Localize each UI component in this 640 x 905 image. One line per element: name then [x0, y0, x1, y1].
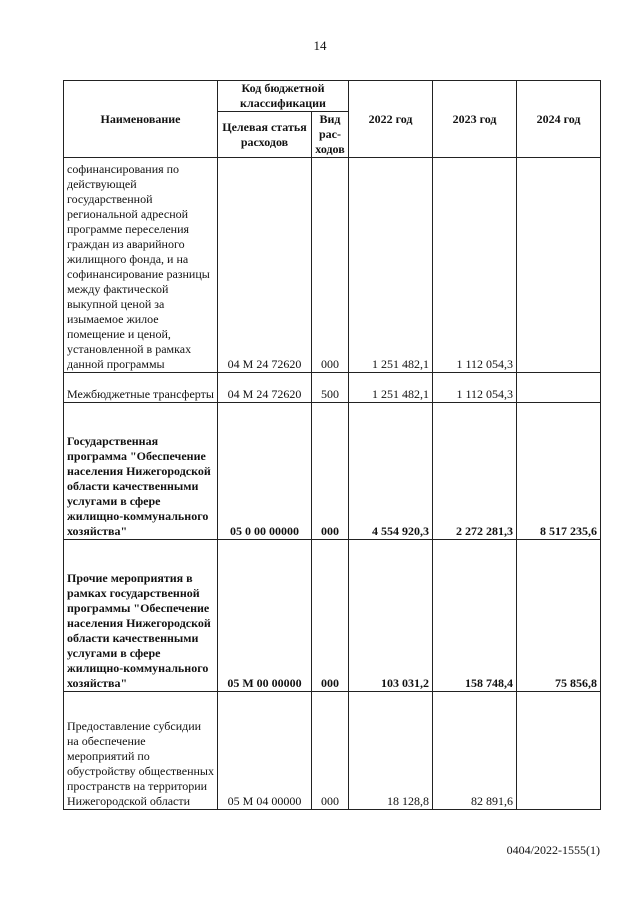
page-number: 14 [313, 38, 327, 53]
row-2023: 158 748,4 [433, 540, 517, 692]
row-expense-type: 000 [312, 403, 349, 540]
row-target-article: 04 М 24 72620 [218, 158, 312, 373]
row-name: софинансирования по действующей государственной региональной адресной программе переселения граждан из аварийного жилищного фонда, и на софинансирование разницы между фактической выкупной ценой за изымаемое жилое помещение и ценой, установленной в рамках данной программы [64, 158, 218, 373]
header-2024: 2024 год [517, 81, 601, 158]
row-target-article: 05 М 00 00000 [218, 540, 312, 692]
table-row [64, 373, 601, 403]
row-name: Межбюджетные трансферты [64, 373, 218, 403]
row-expense-type: 000 [312, 158, 349, 373]
row-2023: 2 272 281,3 [433, 403, 517, 540]
table-row [64, 403, 601, 540]
table-row [64, 692, 601, 810]
table-row [64, 158, 601, 373]
row-2022: 1 251 482,1 [349, 373, 433, 403]
row-2022: 103 031,2 [349, 540, 433, 692]
row-2024 [517, 373, 601, 403]
row-2024: 8 517 235,6 [517, 403, 601, 540]
header-2022: 2022 год [349, 81, 433, 158]
row-2022: 1 251 482,1 [349, 158, 433, 373]
row-expense-type: 500 [312, 373, 349, 403]
row-2022: 18 128,8 [349, 692, 433, 810]
header-name: Наименование [64, 81, 218, 158]
row-name: Прочие мероприятия в рамках государственной программы "Обеспечение населения Нижегородской области качественными услугами в сфере жилищно-коммунального хозяйства" [64, 540, 218, 692]
budget-table [63, 80, 601, 810]
row-2022: 4 554 920,3 [349, 403, 433, 540]
header-2023: 2023 год [433, 81, 517, 158]
row-2024 [517, 692, 601, 810]
document-code: 0404/2022-1555(1) [506, 843, 600, 857]
row-expense-type: 000 [312, 692, 349, 810]
header-target-article: Целевая статья расходов [218, 112, 312, 158]
row-name: Государственная программа "Обеспечение населения Нижегородской области качественными услугами в сфере жилищно-коммунального хозяйства" [64, 403, 218, 540]
row-2023: 82 891,6 [433, 692, 517, 810]
header-kbk-group: Код бюджетной классификации [218, 81, 349, 112]
row-2024 [517, 158, 601, 373]
row-target-article: 05 М 04 00000 [218, 692, 312, 810]
row-name: Предоставление субсидии на обеспечение мероприятий по обустройству общественных пространств на территории Нижегородской области [64, 692, 218, 810]
header-expense-type: Вид рас-ходов [312, 112, 349, 158]
row-2024: 75 856,8 [517, 540, 601, 692]
row-expense-type: 000 [312, 540, 349, 692]
row-target-article: 04 М 24 72620 [218, 373, 312, 403]
table-row [64, 540, 601, 692]
row-2023: 1 112 054,3 [433, 373, 517, 403]
row-target-article: 05 0 00 00000 [218, 403, 312, 540]
row-2023: 1 112 054,3 [433, 158, 517, 373]
